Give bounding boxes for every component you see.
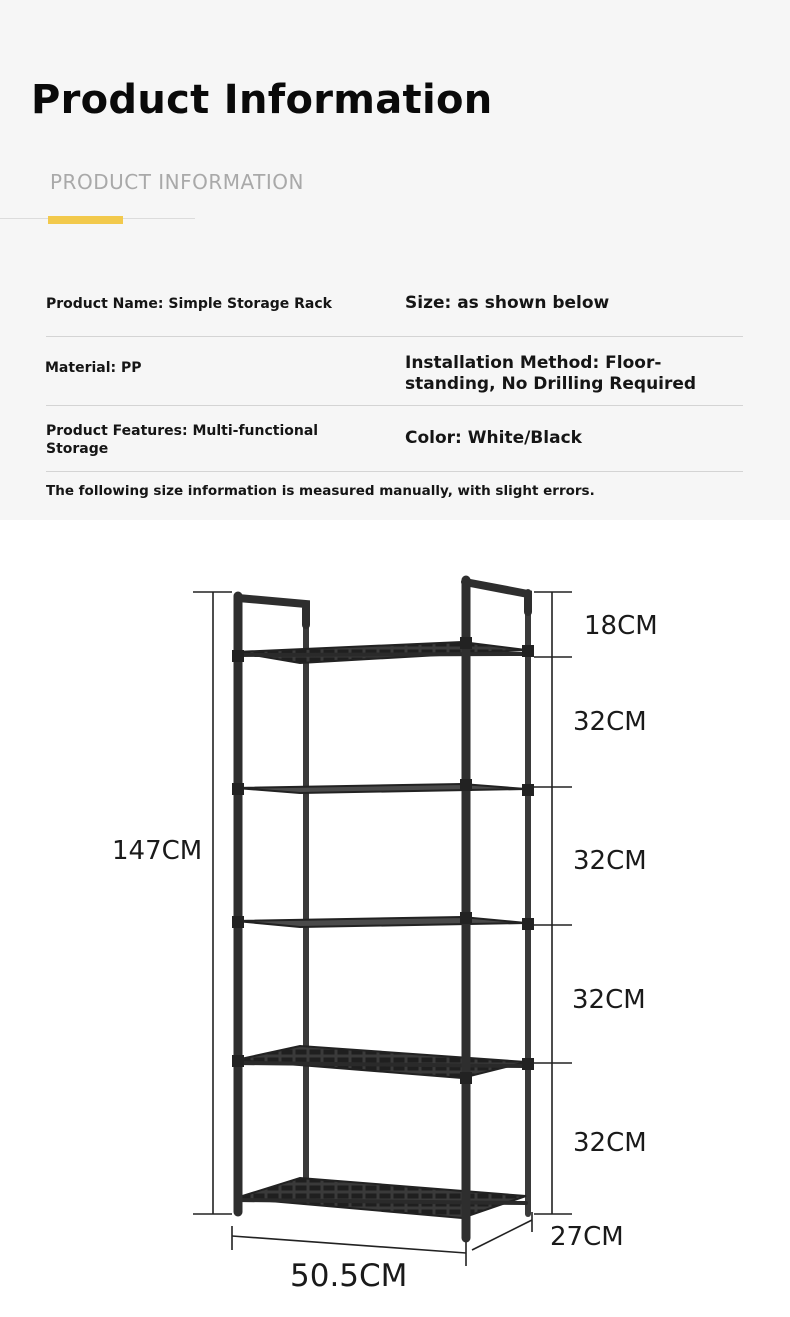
rack-joint: [232, 783, 244, 795]
spec-installation: [405, 353, 745, 395]
rack-joint: [460, 912, 472, 924]
measurement-note: The following size information is measured manually, with slight errors.: [46, 483, 595, 499]
rack-joint: [460, 1072, 472, 1084]
label-depth: 27CM: [550, 1222, 624, 1252]
rack-diagram: [0, 520, 790, 1317]
product-info-section: [0, 0, 790, 520]
label-width: 50.5CM: [290, 1258, 408, 1294]
spec-features: [46, 422, 366, 458]
rack-joint: [522, 918, 534, 930]
accent-bar: [48, 216, 123, 224]
width-dimension-line: [232, 1236, 466, 1253]
dimension-lines: [193, 592, 572, 1266]
label-total-height: 147CM: [112, 836, 203, 866]
label-shelf-gap-4: 32CM: [573, 1128, 647, 1158]
rack-shelf-3: [236, 917, 526, 927]
rack-joint: [232, 650, 244, 662]
spec-size: Size: as shown below: [405, 293, 610, 313]
rack-shelf-rail-1: [236, 654, 526, 655]
label-shelf-gap-1: 32CM: [573, 707, 647, 737]
rack-joint: [522, 645, 534, 657]
depth-dimension-line: [472, 1220, 532, 1250]
spec-features-line1: Product Features: Multi-functional: [46, 423, 319, 439]
spec-divider: [46, 336, 743, 337]
rack-joint: [232, 1055, 244, 1067]
spec-divider: [46, 405, 743, 406]
rack-joint: [232, 916, 244, 928]
rack-joint: [522, 784, 534, 796]
page-title: Product Information: [31, 77, 493, 123]
rack-shelf-2: [236, 784, 526, 793]
rack-joint: [460, 779, 472, 791]
rack-handle-right: [465, 582, 528, 612]
spec-product-name: Product Name: Simple Storage Rack: [46, 296, 332, 312]
rack-joint: [522, 1058, 534, 1070]
spec-color: Color: White/Black: [405, 428, 582, 448]
section-subtitle: PRODUCT INFORMATION: [50, 170, 304, 194]
label-shelf-gap-3: 32CM: [572, 985, 646, 1015]
spec-divider: [46, 471, 743, 472]
rack-joint: [460, 637, 472, 649]
label-top-gap: 18CM: [584, 611, 658, 641]
spec-installation-line2: standing, No Drilling Required: [405, 374, 697, 394]
rack-shelf-5: [236, 1178, 526, 1218]
spec-features-line2: Storage: [46, 441, 109, 457]
spec-installation-line1: Installation Method: Floor-: [405, 353, 662, 373]
label-shelf-gap-2: 32CM: [573, 846, 647, 876]
rack-illustration: [232, 580, 534, 1238]
rack-handle-left: [238, 598, 306, 625]
spec-material: Material: PP: [45, 360, 142, 376]
